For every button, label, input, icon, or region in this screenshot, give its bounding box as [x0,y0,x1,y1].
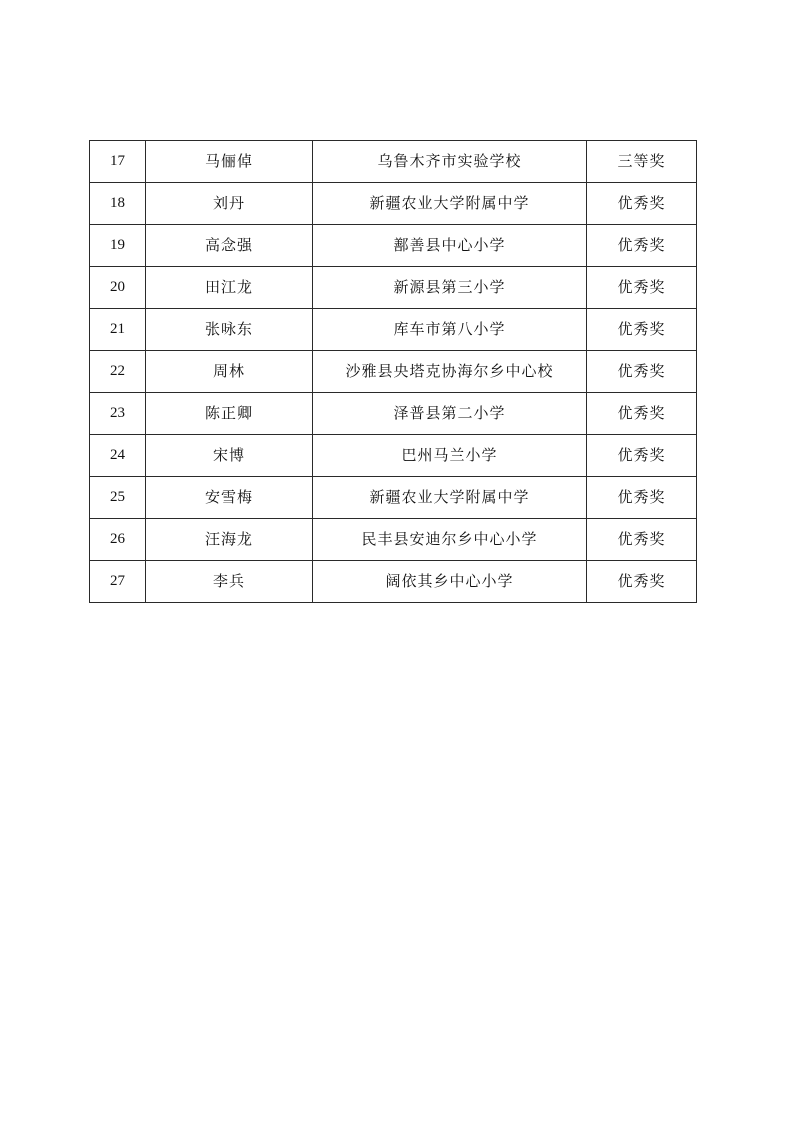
award-cell: 优秀奖 [587,309,697,351]
row-number-cell: 25 [90,477,146,519]
award-cell: 优秀奖 [587,351,697,393]
name-cell: 安雪梅 [146,477,313,519]
name-cell: 高念强 [146,225,313,267]
table-row [90,477,697,519]
table-row [90,183,697,225]
name-cell: 马俪倬 [146,141,313,183]
table-row [90,141,697,183]
award-cell: 优秀奖 [587,225,697,267]
row-number-cell: 27 [90,561,146,603]
name-cell: 田江龙 [146,267,313,309]
name-cell: 刘丹 [146,183,313,225]
school-cell: 阔依其乡中心小学 [313,561,587,603]
award-cell: 优秀奖 [587,435,697,477]
row-number-cell: 20 [90,267,146,309]
award-cell: 优秀奖 [587,393,697,435]
row-number-cell: 18 [90,183,146,225]
school-cell: 库车市第八小学 [313,309,587,351]
name-cell: 陈正卿 [146,393,313,435]
row-number-cell: 21 [90,309,146,351]
row-number-cell: 19 [90,225,146,267]
row-number-cell: 26 [90,519,146,561]
table-row [90,435,697,477]
award-cell: 三等奖 [587,141,697,183]
award-cell: 优秀奖 [587,561,697,603]
name-cell: 李兵 [146,561,313,603]
table-row [90,519,697,561]
school-cell: 新疆农业大学附属中学 [313,183,587,225]
row-number-cell: 17 [90,141,146,183]
row-number-cell: 22 [90,351,146,393]
school-cell: 巴州马兰小学 [313,435,587,477]
school-cell: 新源县第三小学 [313,267,587,309]
table-row [90,309,697,351]
table-row [90,351,697,393]
school-cell: 沙雅县央塔克协海尔乡中心校 [313,351,587,393]
award-cell: 优秀奖 [587,267,697,309]
school-cell: 鄯善县中心小学 [313,225,587,267]
row-number-cell: 23 [90,393,146,435]
school-cell: 新疆农业大学附属中学 [313,477,587,519]
table-row [90,267,697,309]
award-table-body [90,141,697,603]
name-cell: 张咏东 [146,309,313,351]
name-cell: 周林 [146,351,313,393]
school-cell: 民丰县安迪尔乡中心小学 [313,519,587,561]
award-cell: 优秀奖 [587,477,697,519]
table-row [90,561,697,603]
award-cell: 优秀奖 [587,519,697,561]
table-row [90,393,697,435]
school-cell: 乌鲁木齐市实验学校 [313,141,587,183]
award-list-table [89,140,697,603]
name-cell: 宋博 [146,435,313,477]
row-number-cell: 24 [90,435,146,477]
award-cell: 优秀奖 [587,183,697,225]
school-cell: 泽普县第二小学 [313,393,587,435]
name-cell: 汪海龙 [146,519,313,561]
table-row [90,225,697,267]
